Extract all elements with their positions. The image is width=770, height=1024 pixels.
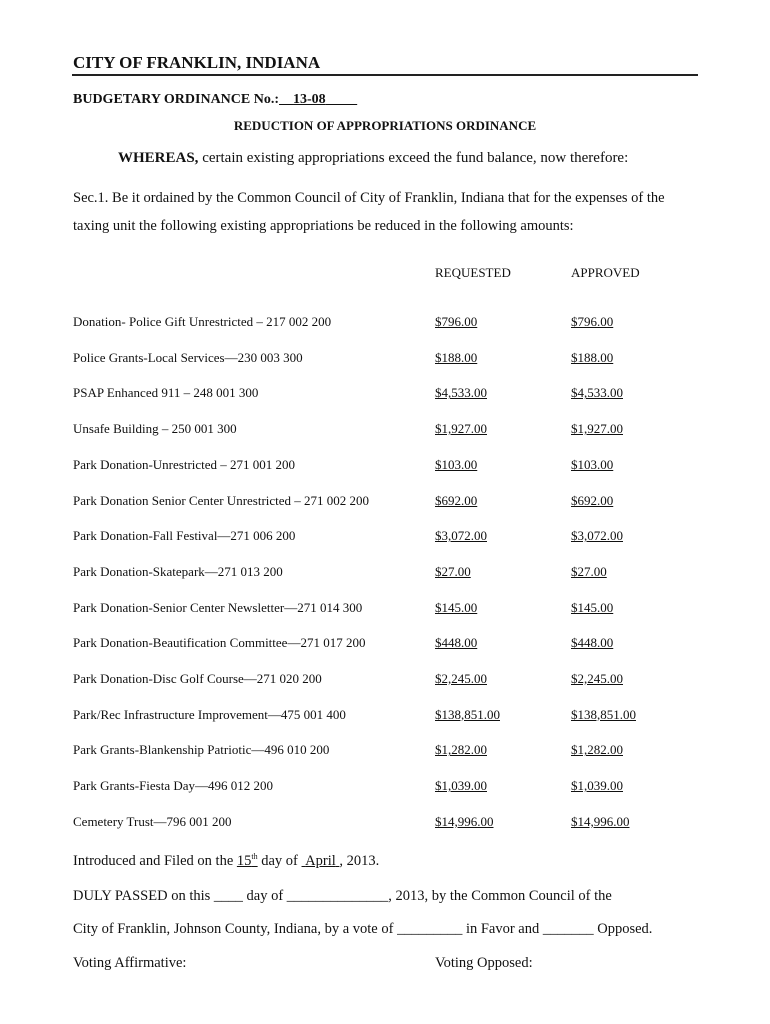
approved-amount: $138,851.00 [571,706,636,722]
duly-passed-line-2: City of Franklin, Johnson County, Indiana, by a vote of _________ in Favor and _______ Opposed. [73,921,653,937]
approved-amount: $14,996.00 [571,813,630,829]
approved-amount: $692.00 [571,492,614,508]
voting-opposed-label: Voting Opposed: [435,955,533,971]
approved-amount: $796.00 [571,314,614,329]
approved-amount: $3,072.00 [571,528,623,544]
table-row [0,493,770,513]
whereas-clause [118,150,628,167]
table-row [0,385,770,405]
ordinance-number: 13-08 [293,92,326,107]
requested-amount: $796.00 [435,314,478,329]
fund-name: Park Donation-Fall Festival—271 006 200 [73,528,296,544]
approved-amount: $1,927.00 [571,421,623,437]
table-row [0,814,770,834]
requested-amount: $188.00 [435,349,478,365]
fund-name: Park Donation-Beautification Committee—271 017 200 [73,635,366,651]
table-row [0,528,770,548]
ordinance-label: BUDGETARY ORDINANCE No.: [73,92,280,107]
column-header-approved: APPROVED [571,265,640,280]
approved-amount: $448.00 [571,635,614,651]
fund-name: Police Grants-Local Services—230 003 300 [73,349,303,365]
table-row [0,314,770,334]
fund-name: Park Donation-Senior Center Newsletter—271 014 300 [73,599,363,615]
ordinance-number-line [73,92,357,108]
requested-amount: $4,533.00 [435,385,487,401]
fund-name: PSAP Enhanced 911 – 248 001 300 [73,385,259,401]
table-row [0,457,770,477]
whereas-lead: WHEREAS, [118,150,199,166]
requested-amount: $2,245.00 [435,671,487,686]
table-row [0,707,770,727]
table-row [0,635,770,655]
table-row [0,671,770,691]
ordinance-title: REDUCTION OF APPROPRIATIONS ORDINANCE [233,118,537,133]
approved-amount: $1,039.00 [571,778,623,794]
table-row [0,564,770,584]
requested-amount: $1,039.00 [435,778,487,794]
table-row [0,421,770,441]
whereas-text: certain existing appropriations exceed the fund balance, now therefore: [198,150,629,166]
table-row [0,778,770,798]
duly-passed-line-1: DULY PASSED on this ____ day of ______________, 2013, by the Common Council of the [73,888,612,904]
fund-name: Park Donation-Skatepark—271 013 200 [73,563,283,579]
requested-amount: $103.00 [435,456,478,472]
approved-amount: $145.00 [571,599,614,615]
requested-amount: $3,072.00 [435,528,487,544]
requested-amount: $1,282.00 [435,742,487,758]
approved-amount: $188.00 [571,349,614,365]
fund-name: Park Donation-Disc Golf Course—271 020 200 [73,671,322,686]
fund-name: Park Grants-Fiesta Day—496 012 200 [73,778,274,794]
approved-amount: $4,533.00 [571,385,623,401]
requested-amount: $14,996.00 [435,813,494,829]
fund-name: Park/Rec Infrastructure Improvement—475 001 400 [73,706,346,722]
table-row [0,600,770,620]
introduced-day: 15th [236,852,258,869]
city-heading: CITY OF FRANKLIN, INDIANA [73,53,321,72]
requested-amount: $27.00 [435,563,471,579]
voting-affirmative-label: Voting Affirmative: [73,955,187,971]
requested-amount: $145.00 [435,599,478,615]
approved-amount: $27.00 [571,563,607,579]
section-1-text: Sec.1. Be it ordained by the Common Council of City of Franklin, Indiana that for the expenses of the taxing unit the following existing appropriations be reduced in the following amounts: [73,190,665,234]
introduced-line: Introduced and Filed on the 15th day of April , 2013. [73,852,380,869]
fund-name: Donation- Police Gift Unrestricted – 217 002 200 [73,314,332,329]
table-row [0,350,770,370]
introduced-month: April [305,852,336,869]
fund-name: Cemetery Trust—796 001 200 [73,813,232,829]
fund-name: Park Grants-Blankenship Patriotic—496 010 200 [73,742,330,758]
requested-amount: $692.00 [435,492,478,508]
fund-name: Unsafe Building – 250 001 300 [73,421,237,437]
approved-amount: $103.00 [571,456,614,472]
approved-amount: $1,282.00 [571,742,623,758]
requested-amount: $1,927.00 [435,421,487,437]
heading-rule [72,74,698,76]
column-header-requested: REQUESTED [435,265,511,280]
fund-name: Park Donation Senior Center Unrestricted – 271 002 200 [73,492,370,508]
table-row [0,742,770,762]
requested-amount: $448.00 [435,635,478,651]
requested-amount: $138,851.00 [435,706,500,722]
fund-name: Park Donation-Unrestricted – 271 001 200 [73,456,296,472]
approved-amount: $2,245.00 [571,671,623,686]
